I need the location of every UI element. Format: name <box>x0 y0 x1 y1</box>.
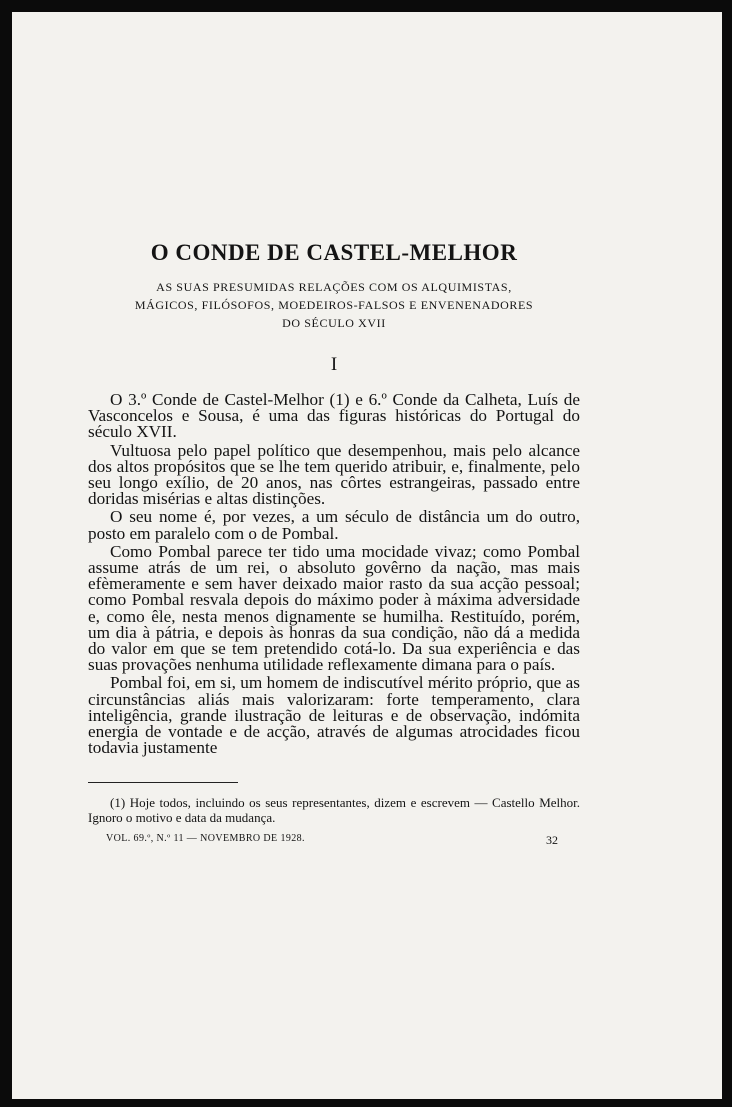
subtitle-line-3: DO SÉCULO XVII <box>282 316 386 330</box>
page-footer <box>88 833 580 849</box>
subtitle-line-2: MÁGICOS, FILÓSOFOS, MOEDEIROS-FALSOS E ENVENENADORES <box>134 298 534 312</box>
volume-line: VOL. 69.º, N.º 11 — NOVEMBRO DE 1928. <box>106 833 305 845</box>
body-text <box>88 392 580 756</box>
page-number: 32 <box>546 833 558 848</box>
article-title: O CONDE DE CASTEL-MELHOR <box>150 240 518 265</box>
section-number: I <box>330 354 338 375</box>
subtitle-line-1: AS SUAS PRESUMIDAS RELAÇÕES COM OS ALQUIMISTAS, <box>156 280 512 294</box>
footnote-divider <box>88 782 238 783</box>
page-content <box>88 240 580 849</box>
paragraph-1: O 3.º Conde de Castel-Melhor (1) e 6.º Conde da Calheta, Luís de Vasconcelos e Sousa, é uma das figuras históricas do Portugal do século XVII. <box>88 390 580 442</box>
paragraph-2: Vultuosa pelo papel político que desempenhou, mais pelo alcance dos altos propósitos que se lhe tem querido atribuir, e, finalmente, pelo seu longo exílio, de 20 anos, nas côrtes estrangeiras, passado entre doridas misérias e altas distinções. <box>88 440 580 509</box>
paragraph-3: O seu nome é, por vezes, a um século de distância um do outro, posto em paralelo com o de Pombal. <box>88 507 580 543</box>
paragraph-4: Como Pombal parece ter tido uma mocidade vivaz; como Pombal assume atrás de um rei, o absoluto govêrno da nação, mas mais efèmeramente e sem haver deixado maior rasto da sua acção pessoal; como Pombal resvala depois do máximo poder à máxima adversidade e, como êle, nesta menos dignamente se humilha. Restituído, porém, um dia à pátria, e depois às honras da sua condição, não dá a medida do valor em que se tem pretendido cotá-lo. Da sua experiência e das suas provações nenhuma utilidade reflexamente dimana para o país. <box>88 541 580 675</box>
footnote: (1) Hoje todos, incluindo os seus representantes, dizem e escrevem — Castello Melhor. Ignoro o motivo e data da mudança. <box>88 795 580 826</box>
document-page <box>12 12 722 1099</box>
paragraph-5: Pombal foi, em si, um homem de indiscutível mérito próprio, que as circunstâncias aliás mais valorizaram: forte temperamento, clara inteligência, grande ilustração de leituras e de observação, indómita energia de vontade e de acção, através de algumas atrocidades ficou todavia justamente <box>88 673 580 758</box>
